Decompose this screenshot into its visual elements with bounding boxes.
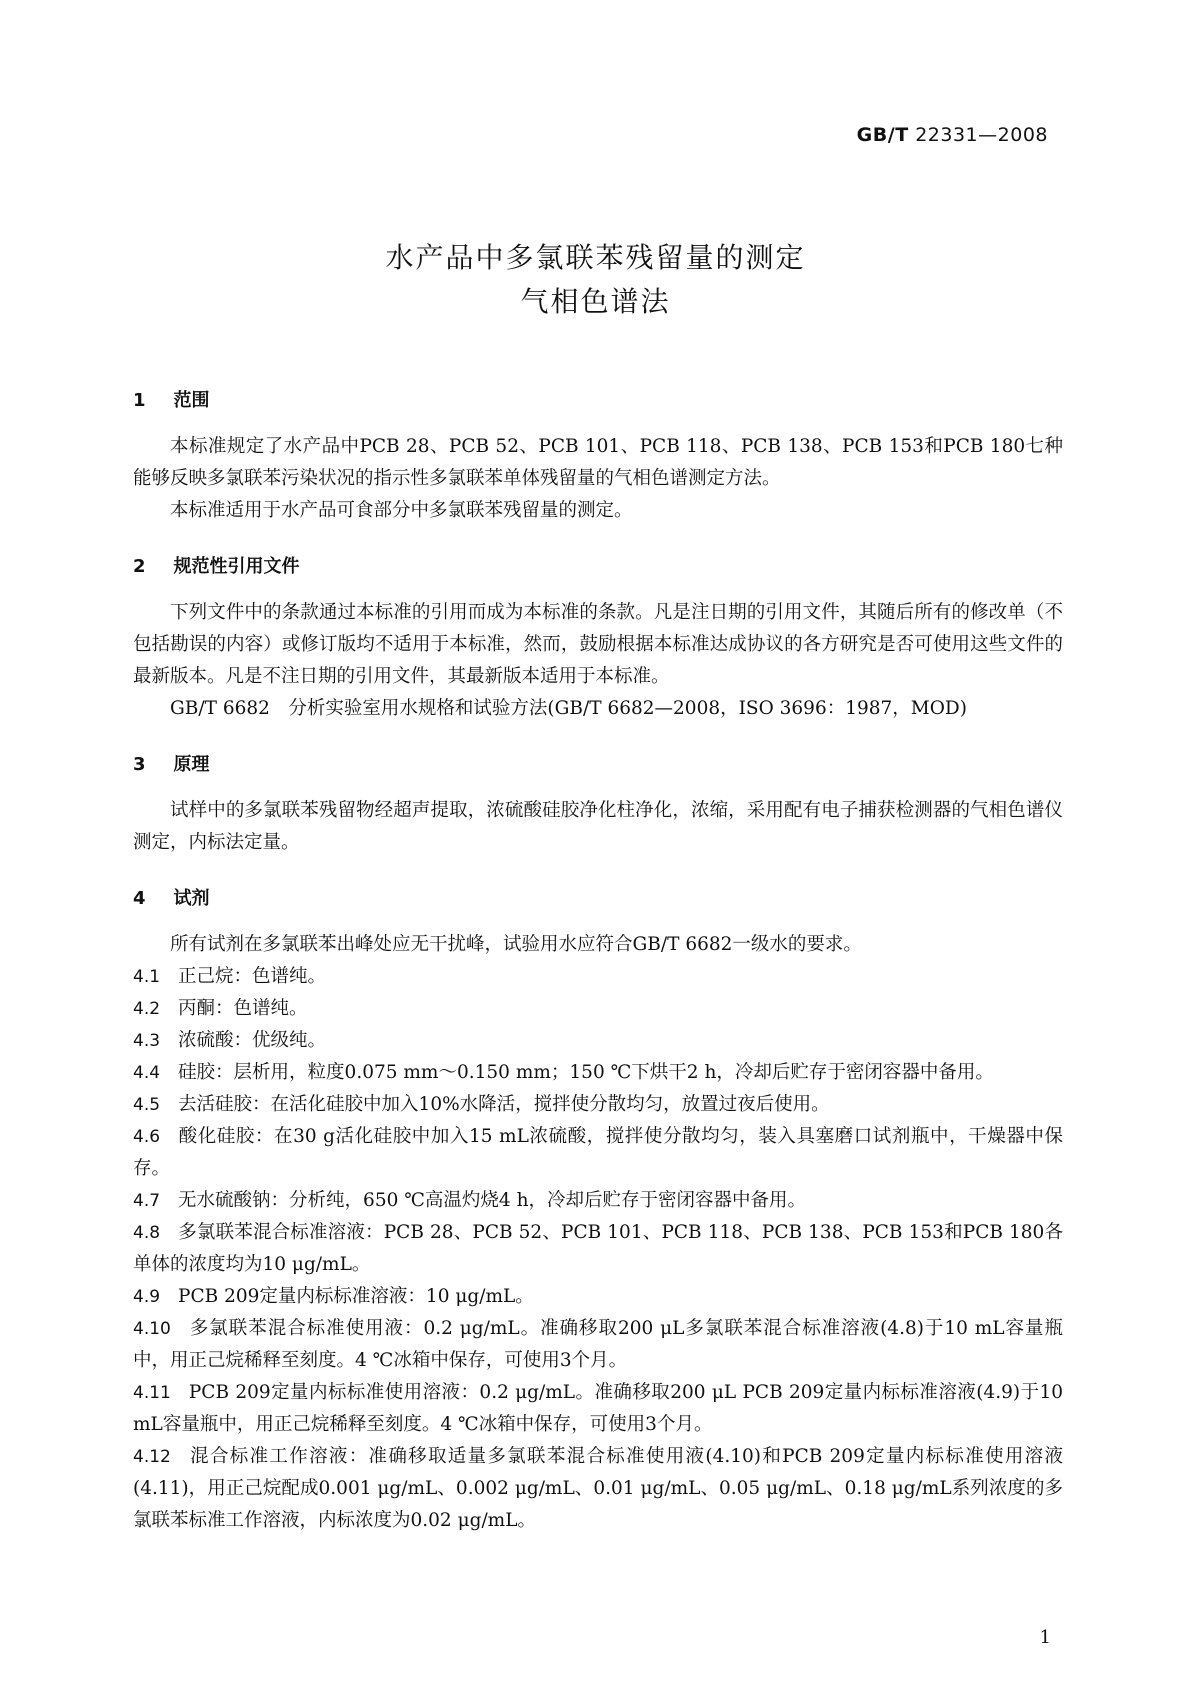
item-number: 4.4: [133, 1063, 161, 1083]
reagent-item: [133, 1025, 1063, 1057]
page-number: 1: [1039, 1627, 1051, 1648]
reagent-item: [133, 1057, 1063, 1089]
item-number: 4.8: [133, 1223, 161, 1243]
item-number: 4.6: [133, 1127, 161, 1147]
reagent-item: [133, 993, 1063, 1025]
item-text: 丙酮：色谱纯。: [178, 998, 308, 1019]
item-text: 浓硫酸：优级纯。: [178, 1030, 327, 1051]
reagent-item: [133, 1441, 1063, 1537]
section-title: 规范性引用文件: [173, 556, 300, 577]
standard-code-number: 22331—2008: [915, 124, 1048, 146]
item-number: 4.12: [133, 1447, 171, 1467]
reagent-item: [133, 1121, 1063, 1185]
reagent-item: [133, 1313, 1063, 1377]
section-title: 试剂: [173, 888, 210, 909]
document-body: [133, 385, 1063, 1537]
item-text: PCB 209定量内标标准使用溶液：0.2 μg/mL。准确移取200 μL PCB 209定量内标标准溶液(4.9)于10 mL容量瓶中，用正己烷稀释至刻度。4 ℃冰箱中保存，可使用3个月。: [133, 1382, 1063, 1435]
item-number: 4.3: [133, 1031, 161, 1051]
standard-code: [857, 124, 1048, 146]
item-number: 4.11: [133, 1383, 171, 1403]
item-text: 正己烷：色谱纯。: [178, 966, 327, 987]
item-text: 混合标准工作溶液：准确移取适量多氯联苯混合标准使用液(4.10)和PCB 209定量内标标准使用溶液(4.11)，用正己烷配成0.001 μg/mL、0.002 μg/mL、0.01 μg/mL、0.05 μg/mL、0.18 μg/mL系列浓度的多氯联苯标准工作溶液，内标浓度为0.02 μg/mL。: [133, 1446, 1063, 1531]
document-title: 水产品中多氯联苯残留量的测定: [385, 241, 806, 274]
item-text: 去活硅胶：在活化硅胶中加入10%水降活，搅拌使分散均匀，放置过夜后使用。: [178, 1094, 830, 1115]
section-heading-principle: [133, 749, 1063, 781]
section-heading-normative-references: [133, 551, 1063, 583]
item-number: 4.10: [133, 1319, 171, 1339]
reagent-item: [133, 1185, 1063, 1217]
item-text: 硅胶：层析用，粒度0.075 mm～0.150 mm；150 ℃下烘干2 h，冷却后贮存于密闭容器中备用。: [178, 1062, 994, 1083]
section-number: 4: [133, 888, 146, 909]
reagent-item: [133, 1217, 1063, 1281]
reagent-item: [133, 961, 1063, 993]
section-number: 2: [133, 556, 146, 577]
reagent-item: [133, 1281, 1063, 1313]
item-number: 4.5: [133, 1095, 161, 1115]
item-text: 无水硫酸钠：分析纯，650 ℃高温灼烧4 h，冷却后贮存于密闭容器中备用。: [178, 1190, 807, 1211]
section-title: 原理: [173, 754, 210, 775]
paragraph: 本标准规定了水产品中PCB 28、PCB 52、PCB 101、PCB 118、PCB 138、PCB 153和PCB 180七种能够反映多氯联苯污染状况的指示性多氯联苯单体残留量的气相色谱测定方法。: [133, 436, 1063, 489]
item-text: 酸化硅胶：在30 g活化硅胶中加入15 mL浓硫酸，搅拌使分散均匀，装入具塞磨口试剂瓶中，干燥器中保存。: [133, 1126, 1063, 1179]
item-number: 4.7: [133, 1191, 161, 1211]
item-number: 4.9: [133, 1287, 161, 1307]
section-number: 1: [133, 390, 146, 411]
document-subtitle: 气相色谱法: [520, 285, 671, 318]
item-text: 多氯联苯混合标准溶液：PCB 28、PCB 52、PCB 101、PCB 118、PCB 138、PCB 153和PCB 180各单体的浓度均为10 μg/mL。: [133, 1222, 1063, 1275]
paragraph: 下列文件中的条款通过本标准的引用而成为本标准的条款。凡是注日期的引用文件，其随后所有的修改单（不包括勘误的内容）或修订版均不适用于本标准，然而，鼓励根据本标准达成协议的各方研究是否可使用这些文件的最新版本。凡是不注日期的引用文件，其最新版本适用于本标准。: [133, 602, 1063, 687]
paragraph: 试样中的多氯联苯残留物经超声提取，浓硫酸硅胶净化柱净化，浓缩，采用配有电子捕获检测器的气相色谱仪测定，内标法定量。: [133, 800, 1063, 853]
paragraph: 本标准适用于水产品可食部分中多氯联苯残留量的测定。: [170, 500, 633, 521]
paragraph: 所有试剂在多氯联苯出峰处应无干扰峰，试验用水应符合GB/T 6682一级水的要求。: [170, 934, 862, 955]
item-number: 4.1: [133, 967, 161, 987]
reagent-item: [133, 1089, 1063, 1121]
item-number: 4.2: [133, 999, 161, 1019]
section-heading-scope: [133, 385, 1063, 417]
reagent-item: [133, 1377, 1063, 1441]
section-number: 3: [133, 754, 146, 775]
item-text: PCB 209定量内标标准溶液：10 μg/mL。: [178, 1286, 534, 1307]
standard-code-prefix: GB/T: [856, 124, 909, 146]
reference-entry: GB/T 6682 分析实验室用水规格和试验方法(GB/T 6682—2008，ISO 3696：1987，MOD): [170, 698, 967, 719]
section-heading-reagents: [133, 883, 1063, 915]
item-text: 多氯联苯混合标准使用液：0.2 μg/mL。准确移取200 μL多氯联苯混合标准溶液(4.8)于10 mL容量瓶中，用正己烷稀释至刻度。4 ℃冰箱中保存，可使用3个月。: [133, 1318, 1063, 1371]
section-title: 范围: [173, 390, 210, 411]
